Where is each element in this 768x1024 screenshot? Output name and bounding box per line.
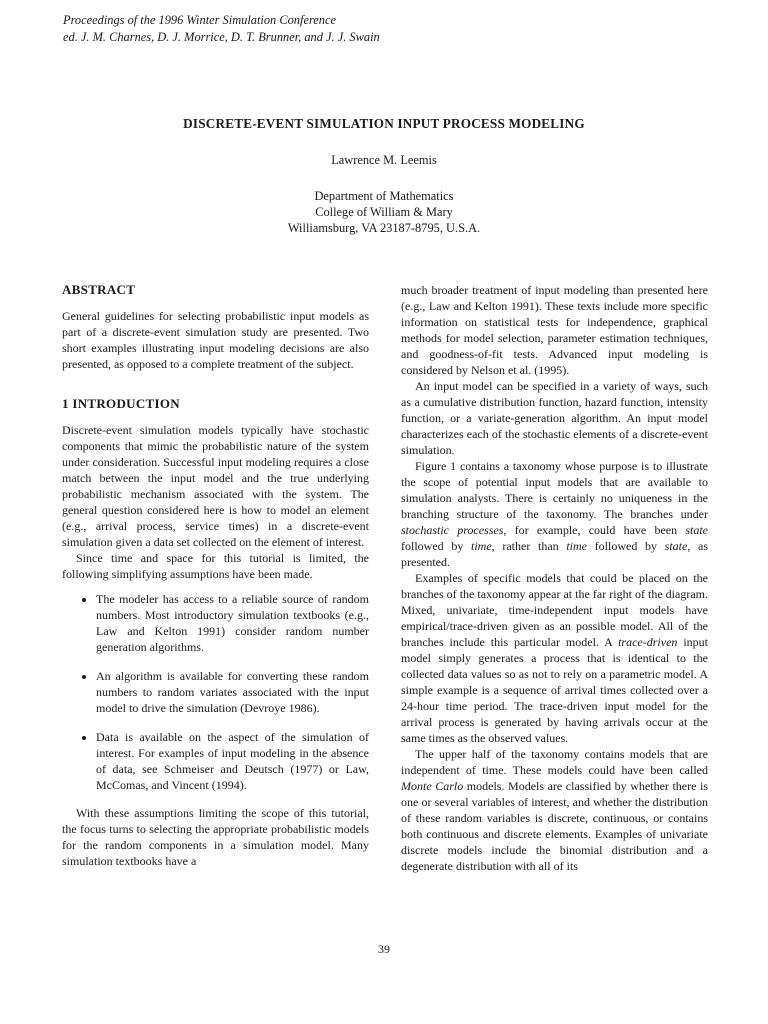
text-run: followed by [587,539,665,553]
text-run: followed by [401,539,471,553]
list-item: • Data is available on the aspect of the simulation of interest. For examples of input modeling in the absence of data, see Schmeiser and Deutsch (1977) or Law, McComas, and Vincent (1994). [96,729,369,793]
right-paragraph-2: An input model can be specified in a variety of ways, such as a cumulative distribution function, hazard function, intensity function, or a variate-generation algorithm. An input model characterizes each of the stochastic elements of a discrete-event simulation. [401,379,708,457]
text-run: The upper half of the taxonomy contains models that are independent of time. These models could have been called [401,747,708,777]
emphasis: trace-driven [618,635,678,649]
affiliation-address: Williamsburg, VA 23187-8795, U.S.A. [287,221,481,235]
intro-paragraph-1: Discrete-event simulation models typically have stochastic components that mimic the probabilistic nature of the system under consideration. Successful input modeling requires a close match between the input model and the true underlying probabilistic mechanism associated with the system. The general question considered here is how to model an element (e.g., arrival process, service times) in a discrete-event simulation given a data set collected on the element of interest. [62,423,369,549]
right-paragraph-5 [401,746,708,874]
right-paragraph-3 [401,458,708,570]
text-run: Figure 1 contains a taxonomy whose purpose is to illustrate the scope of potential input models that are available to simulation analysts. There is certainly no uniqueness in the branching structure of the taxonomy. The branches under [401,459,708,521]
list-item: • The modeler has access to a reliable source of random numbers. Most introductory simulation textbooks (e.g., Law and Kelton 1991) consider random number generation algorithms. [96,591,369,655]
affiliation [0,188,768,236]
list-item: • An algorithm is available for converting these random numbers to random variates associated with the input model to drive the simulation (Devroye 1986). [96,668,369,716]
right-column [401,282,708,874]
emphasis: time [566,539,587,553]
text-run: input model simply generates a process that is identical to the collected data values so as not to rely on a parametric model. A simple example is a sequence of arrival times collected over a 24-hour time period. The trace-driven input model for the arrival process is generated by having arrivals occur at the same times as the observed values. [401,635,708,745]
abstract-heading: ABSTRACT [62,282,136,297]
editors-line: ed. J. M. Charnes, D. J. Morrice, D. T. Brunner, and J. J. Swain [63,30,380,44]
text-run: models. Models are classified by whether there is one or several variables of interest, and whether the distribution of these random variables is discrete, continuous, or contains both continuous and discrete elements. Examples of univariate discrete models include the binomial distribution and a degenerate distribution with all of its [401,779,708,873]
text-run: , for example, could have been [503,523,686,537]
text-run: , as presented. [401,539,709,569]
emphasis: time [471,539,492,553]
intro-paragraph-2: Since time and space for this tutorial is limited, the following simplifying assumptions have been made. [62,551,369,581]
emphasis: state [664,539,688,553]
abstract-text: General guidelines for selecting probabilistic input models as part of a discrete-event simulation study are presented. Two short examples illustrating input modeling decisions are also presented, as opposed to a complete treatment of the subject. [62,309,369,371]
proceedings-line: Proceedings of the 1996 Winter Simulation Conference [63,13,337,27]
intro-heading: 1 INTRODUCTION [62,396,180,411]
affiliation-college: College of William & Mary [315,205,453,219]
right-paragraph-1: much broader treatment of input modeling than presented here (e.g., Law and Kelton 1991). These texts include more specific information on statistical tests for independence, graphical methods for model selection, parameter estimation techniques, and goodness-of-fit tests. Advanced input modeling is considered by Nelson et al. (1995). [401,283,708,377]
text-run: Examples of specific models that could be placed on the branches of the taxonomy appear at the far right of the diagram. Mixed, univariate, time-independent input models have empirical/trace-driven given as an possible model. All of the branches include this particular model. A [401,571,708,649]
author-name: Lawrence M. Leemis [331,153,437,167]
emphasis: stochastic processes [401,523,504,537]
proceedings-header [63,12,380,46]
left-column [62,282,369,869]
text-run: , rather than [491,539,567,553]
affiliation-dept: Department of Mathematics [314,189,454,203]
emphasis: state [685,523,708,537]
page-number: 39 [378,942,390,956]
right-paragraph-4 [401,570,708,746]
emphasis: Monte Carlo [401,779,464,793]
intro-paragraph-3: With these assumptions limiting the scope of this tutorial, the focus turns to selecting the appropriate probabilistic models for the random components in a simulation model. Many simulation textbooks have a [62,806,369,868]
paper-title: DISCRETE-EVENT SIMULATION INPUT PROCESS MODELING [183,116,585,131]
assumption-list [62,591,369,793]
